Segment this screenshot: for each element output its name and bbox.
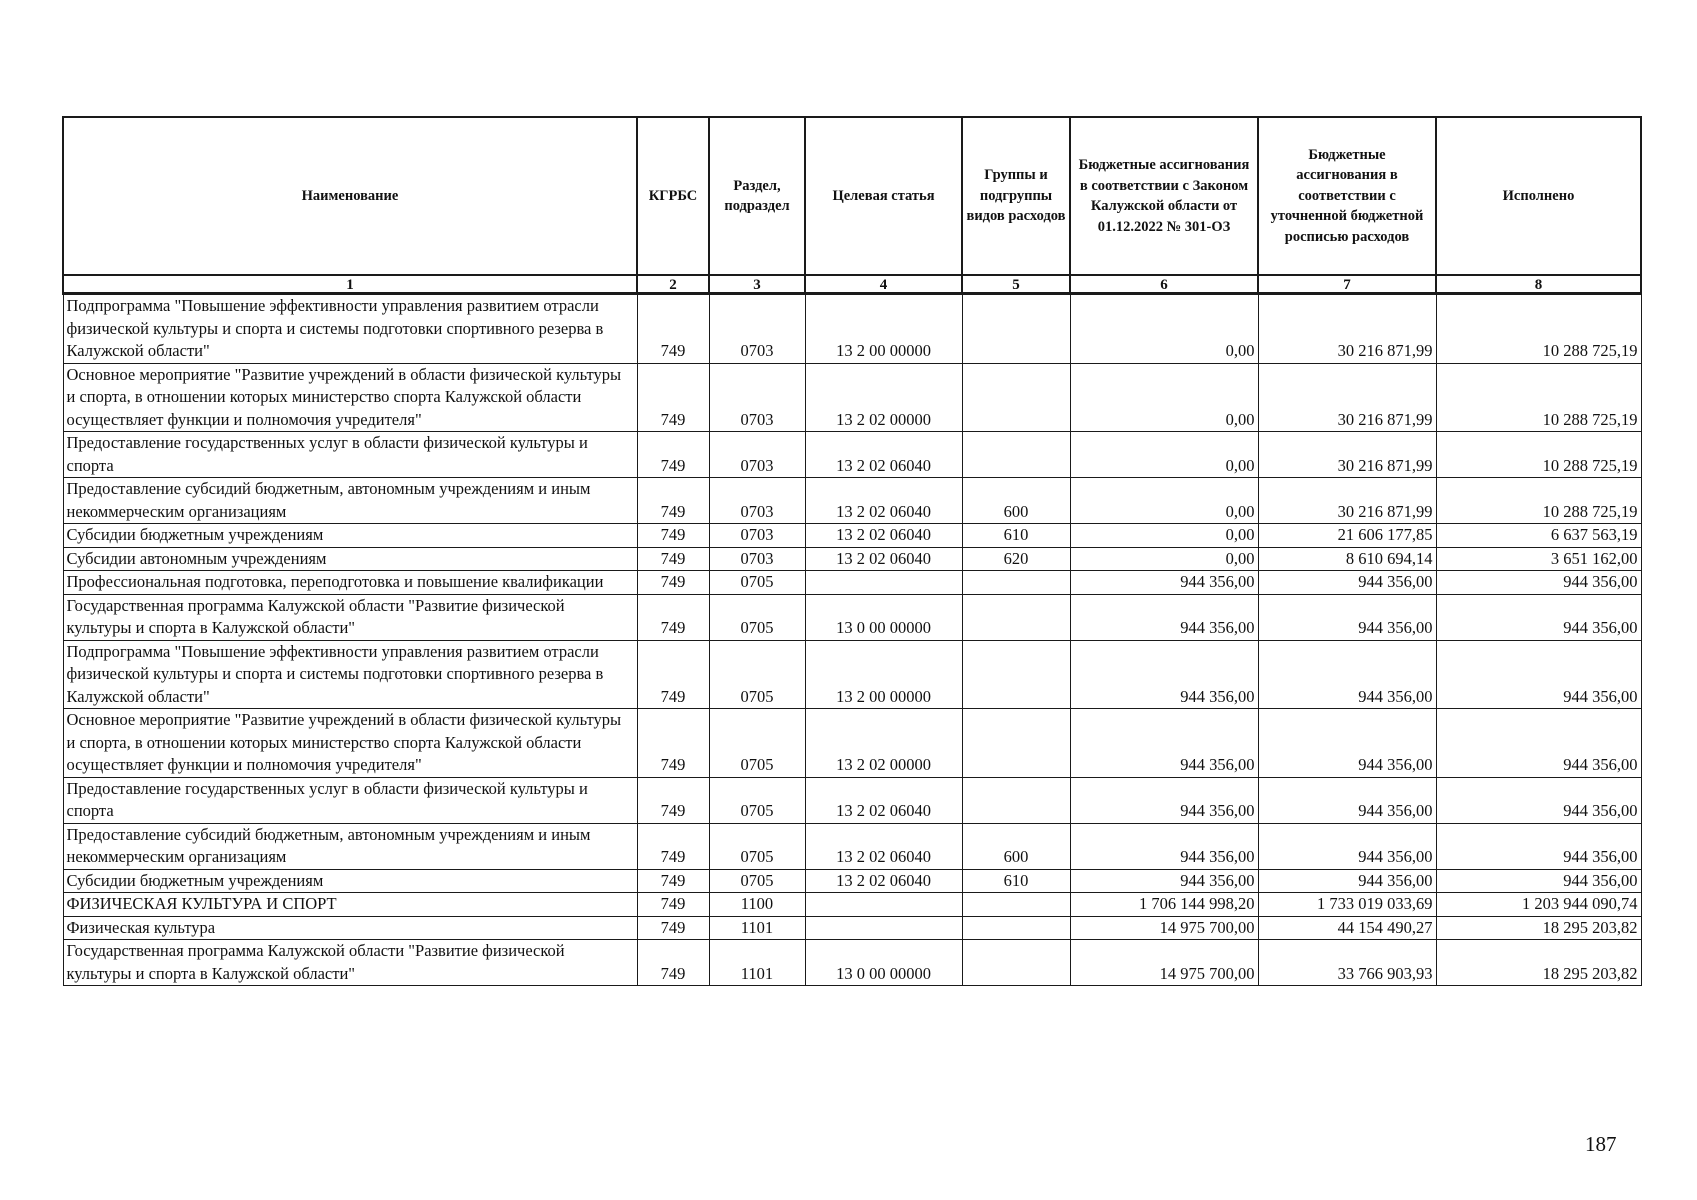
row-name-cell: Основное мероприятие "Развитие учреждений в области физической культуры и спорта, в отношении которых министерство спорта Калужской области осуществляет функции и полномочия учредителя" <box>63 709 637 778</box>
row-refined-amount-cell: 944 356,00 <box>1258 777 1436 823</box>
row-target-cell <box>805 893 962 917</box>
row-kgrbs-cell: 749 <box>637 547 709 571</box>
row-refined-amount-cell: 30 216 871,99 <box>1258 363 1436 432</box>
row-executed-amount-cell: 6 637 563,19 <box>1436 524 1641 548</box>
row-group-cell <box>962 294 1070 364</box>
row-target-cell: 13 2 00 00000 <box>805 294 962 364</box>
row-executed-amount-cell: 944 356,00 <box>1436 823 1641 869</box>
row-refined-amount-cell: 30 216 871,99 <box>1258 294 1436 364</box>
row-refined-amount-cell: 944 356,00 <box>1258 869 1436 893</box>
row-executed-amount-cell: 3 651 162,00 <box>1436 547 1641 571</box>
table-row <box>63 916 1641 940</box>
row-group-cell: 610 <box>962 869 1070 893</box>
row-law-amount-cell: 944 356,00 <box>1070 571 1258 595</box>
row-kgrbs-cell: 749 <box>637 893 709 917</box>
row-executed-amount-cell: 10 288 725,19 <box>1436 294 1641 364</box>
row-group-cell <box>962 432 1070 478</box>
table-row <box>63 571 1641 595</box>
row-kgrbs-cell: 749 <box>637 524 709 548</box>
row-refined-amount-cell: 944 356,00 <box>1258 709 1436 778</box>
row-law-amount-cell: 944 356,00 <box>1070 869 1258 893</box>
row-executed-amount-cell: 1 203 944 090,74 <box>1436 893 1641 917</box>
row-target-cell <box>805 571 962 595</box>
table-row <box>63 547 1641 571</box>
row-target-cell: 13 2 02 06040 <box>805 823 962 869</box>
row-law-amount-cell: 0,00 <box>1070 478 1258 524</box>
row-target-cell <box>805 916 962 940</box>
table-row <box>63 594 1641 640</box>
row-name-cell: ФИЗИЧЕСКАЯ КУЛЬТУРА И СПОРТ <box>63 893 637 917</box>
column-number: 6 <box>1070 275 1258 294</box>
row-section-cell: 1101 <box>709 940 805 986</box>
header-name: Наименование <box>63 117 637 275</box>
row-kgrbs-cell: 749 <box>637 432 709 478</box>
row-section-cell: 0703 <box>709 294 805 364</box>
row-kgrbs-cell: 749 <box>637 640 709 709</box>
header-expense-group: Группы и подгруппы видов расходов <box>962 117 1070 275</box>
row-group-cell: 600 <box>962 478 1070 524</box>
row-target-cell: 13 2 02 06040 <box>805 524 962 548</box>
row-refined-amount-cell: 944 356,00 <box>1258 594 1436 640</box>
table-row <box>63 893 1641 917</box>
row-law-amount-cell: 0,00 <box>1070 294 1258 364</box>
row-refined-amount-cell: 30 216 871,99 <box>1258 478 1436 524</box>
row-executed-amount-cell: 944 356,00 <box>1436 640 1641 709</box>
row-section-cell: 0703 <box>709 524 805 548</box>
table-row <box>63 294 1641 364</box>
row-target-cell: 13 2 00 00000 <box>805 640 962 709</box>
row-refined-amount-cell: 8 610 694,14 <box>1258 547 1436 571</box>
table-row <box>63 363 1641 432</box>
row-executed-amount-cell: 944 356,00 <box>1436 869 1641 893</box>
table-row <box>63 640 1641 709</box>
row-name-cell: Государственная программа Калужской области "Развитие физической культуры и спорта в Калужской области" <box>63 940 637 986</box>
row-executed-amount-cell: 18 295 203,82 <box>1436 916 1641 940</box>
row-section-cell: 1100 <box>709 893 805 917</box>
row-law-amount-cell: 944 356,00 <box>1070 594 1258 640</box>
row-refined-amount-cell: 944 356,00 <box>1258 571 1436 595</box>
row-group-cell <box>962 893 1070 917</box>
row-group-cell <box>962 571 1070 595</box>
row-executed-amount-cell: 944 356,00 <box>1436 709 1641 778</box>
page-number: 187 <box>1585 1132 1617 1156</box>
row-section-cell: 0705 <box>709 571 805 595</box>
row-section-cell: 0703 <box>709 432 805 478</box>
header-refined-allocations: Бюджетные ассигнования в соответствии с уточненной бюджетной росписью расходов <box>1258 117 1436 275</box>
column-number: 5 <box>962 275 1070 294</box>
row-executed-amount-cell: 944 356,00 <box>1436 777 1641 823</box>
row-target-cell: 13 2 02 00000 <box>805 363 962 432</box>
row-group-cell: 620 <box>962 547 1070 571</box>
row-kgrbs-cell: 749 <box>637 571 709 595</box>
row-target-cell: 13 0 00 00000 <box>805 940 962 986</box>
row-kgrbs-cell: 749 <box>637 478 709 524</box>
row-law-amount-cell: 944 356,00 <box>1070 640 1258 709</box>
row-group-cell <box>962 777 1070 823</box>
row-section-cell: 0705 <box>709 640 805 709</box>
table-row <box>63 823 1641 869</box>
row-group-cell <box>962 363 1070 432</box>
row-section-cell: 0703 <box>709 363 805 432</box>
row-group-cell: 600 <box>962 823 1070 869</box>
row-name-cell: Физическая культура <box>63 916 637 940</box>
row-section-cell: 0705 <box>709 823 805 869</box>
table-row <box>63 777 1641 823</box>
row-refined-amount-cell: 33 766 903,93 <box>1258 940 1436 986</box>
row-executed-amount-cell: 10 288 725,19 <box>1436 363 1641 432</box>
row-section-cell: 0705 <box>709 594 805 640</box>
header-target-article: Целевая статья <box>805 117 962 275</box>
row-kgrbs-cell: 749 <box>637 594 709 640</box>
header-executed: Исполнено <box>1436 117 1641 275</box>
row-target-cell: 13 2 02 00000 <box>805 709 962 778</box>
row-name-cell: Государственная программа Калужской области "Развитие физической культуры и спорта в Калужской области" <box>63 594 637 640</box>
row-group-cell <box>962 594 1070 640</box>
row-name-cell: Субсидии бюджетным учреждениям <box>63 524 637 548</box>
row-law-amount-cell: 944 356,00 <box>1070 709 1258 778</box>
table-row <box>63 478 1641 524</box>
row-law-amount-cell: 0,00 <box>1070 547 1258 571</box>
column-number: 4 <box>805 275 962 294</box>
row-kgrbs-cell: 749 <box>637 777 709 823</box>
row-kgrbs-cell: 749 <box>637 823 709 869</box>
row-name-cell: Субсидии автономным учреждениям <box>63 547 637 571</box>
row-executed-amount-cell: 944 356,00 <box>1436 594 1641 640</box>
column-number: 2 <box>637 275 709 294</box>
row-law-amount-cell: 944 356,00 <box>1070 777 1258 823</box>
row-executed-amount-cell: 18 295 203,82 <box>1436 940 1641 986</box>
row-law-amount-cell: 944 356,00 <box>1070 823 1258 869</box>
row-section-cell: 0705 <box>709 777 805 823</box>
table-body <box>63 294 1641 986</box>
row-group-cell <box>962 940 1070 986</box>
table-row <box>63 869 1641 893</box>
row-name-cell: Предоставление государственных услуг в области физической культуры и спорта <box>63 432 637 478</box>
row-target-cell: 13 2 02 06040 <box>805 869 962 893</box>
row-section-cell: 0705 <box>709 869 805 893</box>
row-refined-amount-cell: 944 356,00 <box>1258 640 1436 709</box>
row-kgrbs-cell: 749 <box>637 294 709 364</box>
row-group-cell: 610 <box>962 524 1070 548</box>
column-number: 8 <box>1436 275 1641 294</box>
row-kgrbs-cell: 749 <box>637 709 709 778</box>
row-refined-amount-cell: 21 606 177,85 <box>1258 524 1436 548</box>
row-name-cell: Профессиональная подготовка, переподготовка и повышение квалификации <box>63 571 637 595</box>
row-name-cell: Подпрограмма "Повышение эффективности управления развитием отрасли физической культуры и спорта и системы подготовки спортивного резерва в Калужской области" <box>63 640 637 709</box>
row-refined-amount-cell: 1 733 019 033,69 <box>1258 893 1436 917</box>
row-section-cell: 0705 <box>709 709 805 778</box>
table-row <box>63 940 1641 986</box>
table-row <box>63 432 1641 478</box>
row-executed-amount-cell: 10 288 725,19 <box>1436 432 1641 478</box>
row-name-cell: Субсидии бюджетным учреждениям <box>63 869 637 893</box>
column-number-row <box>63 275 1641 294</box>
row-kgrbs-cell: 749 <box>637 940 709 986</box>
row-name-cell: Предоставление государственных услуг в области физической культуры и спорта <box>63 777 637 823</box>
row-name-cell: Подпрограмма "Повышение эффективности управления развитием отрасли физической культуры и спорта и системы подготовки спортивного резерва в Калужской области" <box>63 294 637 364</box>
row-refined-amount-cell: 30 216 871,99 <box>1258 432 1436 478</box>
row-section-cell: 0703 <box>709 478 805 524</box>
header-law-allocations: Бюджетные ассигнования в соответствии с Законом Калужской области от 01.12.2022 № 301-ОЗ <box>1070 117 1258 275</box>
row-group-cell <box>962 640 1070 709</box>
row-executed-amount-cell: 944 356,00 <box>1436 571 1641 595</box>
row-name-cell: Предоставление субсидий бюджетным, автономным учреждениям и иным некоммерческим организациям <box>63 823 637 869</box>
header-kgrbs: КГРБС <box>637 117 709 275</box>
row-law-amount-cell: 1 706 144 998,20 <box>1070 893 1258 917</box>
row-kgrbs-cell: 749 <box>637 363 709 432</box>
row-kgrbs-cell: 749 <box>637 869 709 893</box>
row-law-amount-cell: 0,00 <box>1070 524 1258 548</box>
row-law-amount-cell: 0,00 <box>1070 363 1258 432</box>
row-section-cell: 1101 <box>709 916 805 940</box>
column-number: 7 <box>1258 275 1436 294</box>
table-header-row <box>63 117 1641 275</box>
row-executed-amount-cell: 10 288 725,19 <box>1436 478 1641 524</box>
row-target-cell: 13 2 02 06040 <box>805 547 962 571</box>
row-law-amount-cell: 14 975 700,00 <box>1070 940 1258 986</box>
row-name-cell: Предоставление субсидий бюджетным, автономным учреждениям и иным некоммерческим организациям <box>63 478 637 524</box>
row-kgrbs-cell: 749 <box>637 916 709 940</box>
row-law-amount-cell: 14 975 700,00 <box>1070 916 1258 940</box>
row-target-cell: 13 2 02 06040 <box>805 478 962 524</box>
budget-table <box>62 116 1642 986</box>
row-target-cell: 13 0 00 00000 <box>805 594 962 640</box>
table-row <box>63 524 1641 548</box>
row-refined-amount-cell: 44 154 490,27 <box>1258 916 1436 940</box>
row-group-cell <box>962 709 1070 778</box>
row-refined-amount-cell: 944 356,00 <box>1258 823 1436 869</box>
row-target-cell: 13 2 02 06040 <box>805 777 962 823</box>
column-number: 3 <box>709 275 805 294</box>
table-row <box>63 709 1641 778</box>
row-section-cell: 0703 <box>709 547 805 571</box>
row-group-cell <box>962 916 1070 940</box>
row-name-cell: Основное мероприятие "Развитие учреждений в области физической культуры и спорта, в отношении которых министерство спорта Калужской области осуществляет функции и полномочия учредителя" <box>63 363 637 432</box>
column-number: 1 <box>63 275 637 294</box>
row-law-amount-cell: 0,00 <box>1070 432 1258 478</box>
row-target-cell: 13 2 02 06040 <box>805 432 962 478</box>
header-section: Раздел, подраздел <box>709 117 805 275</box>
